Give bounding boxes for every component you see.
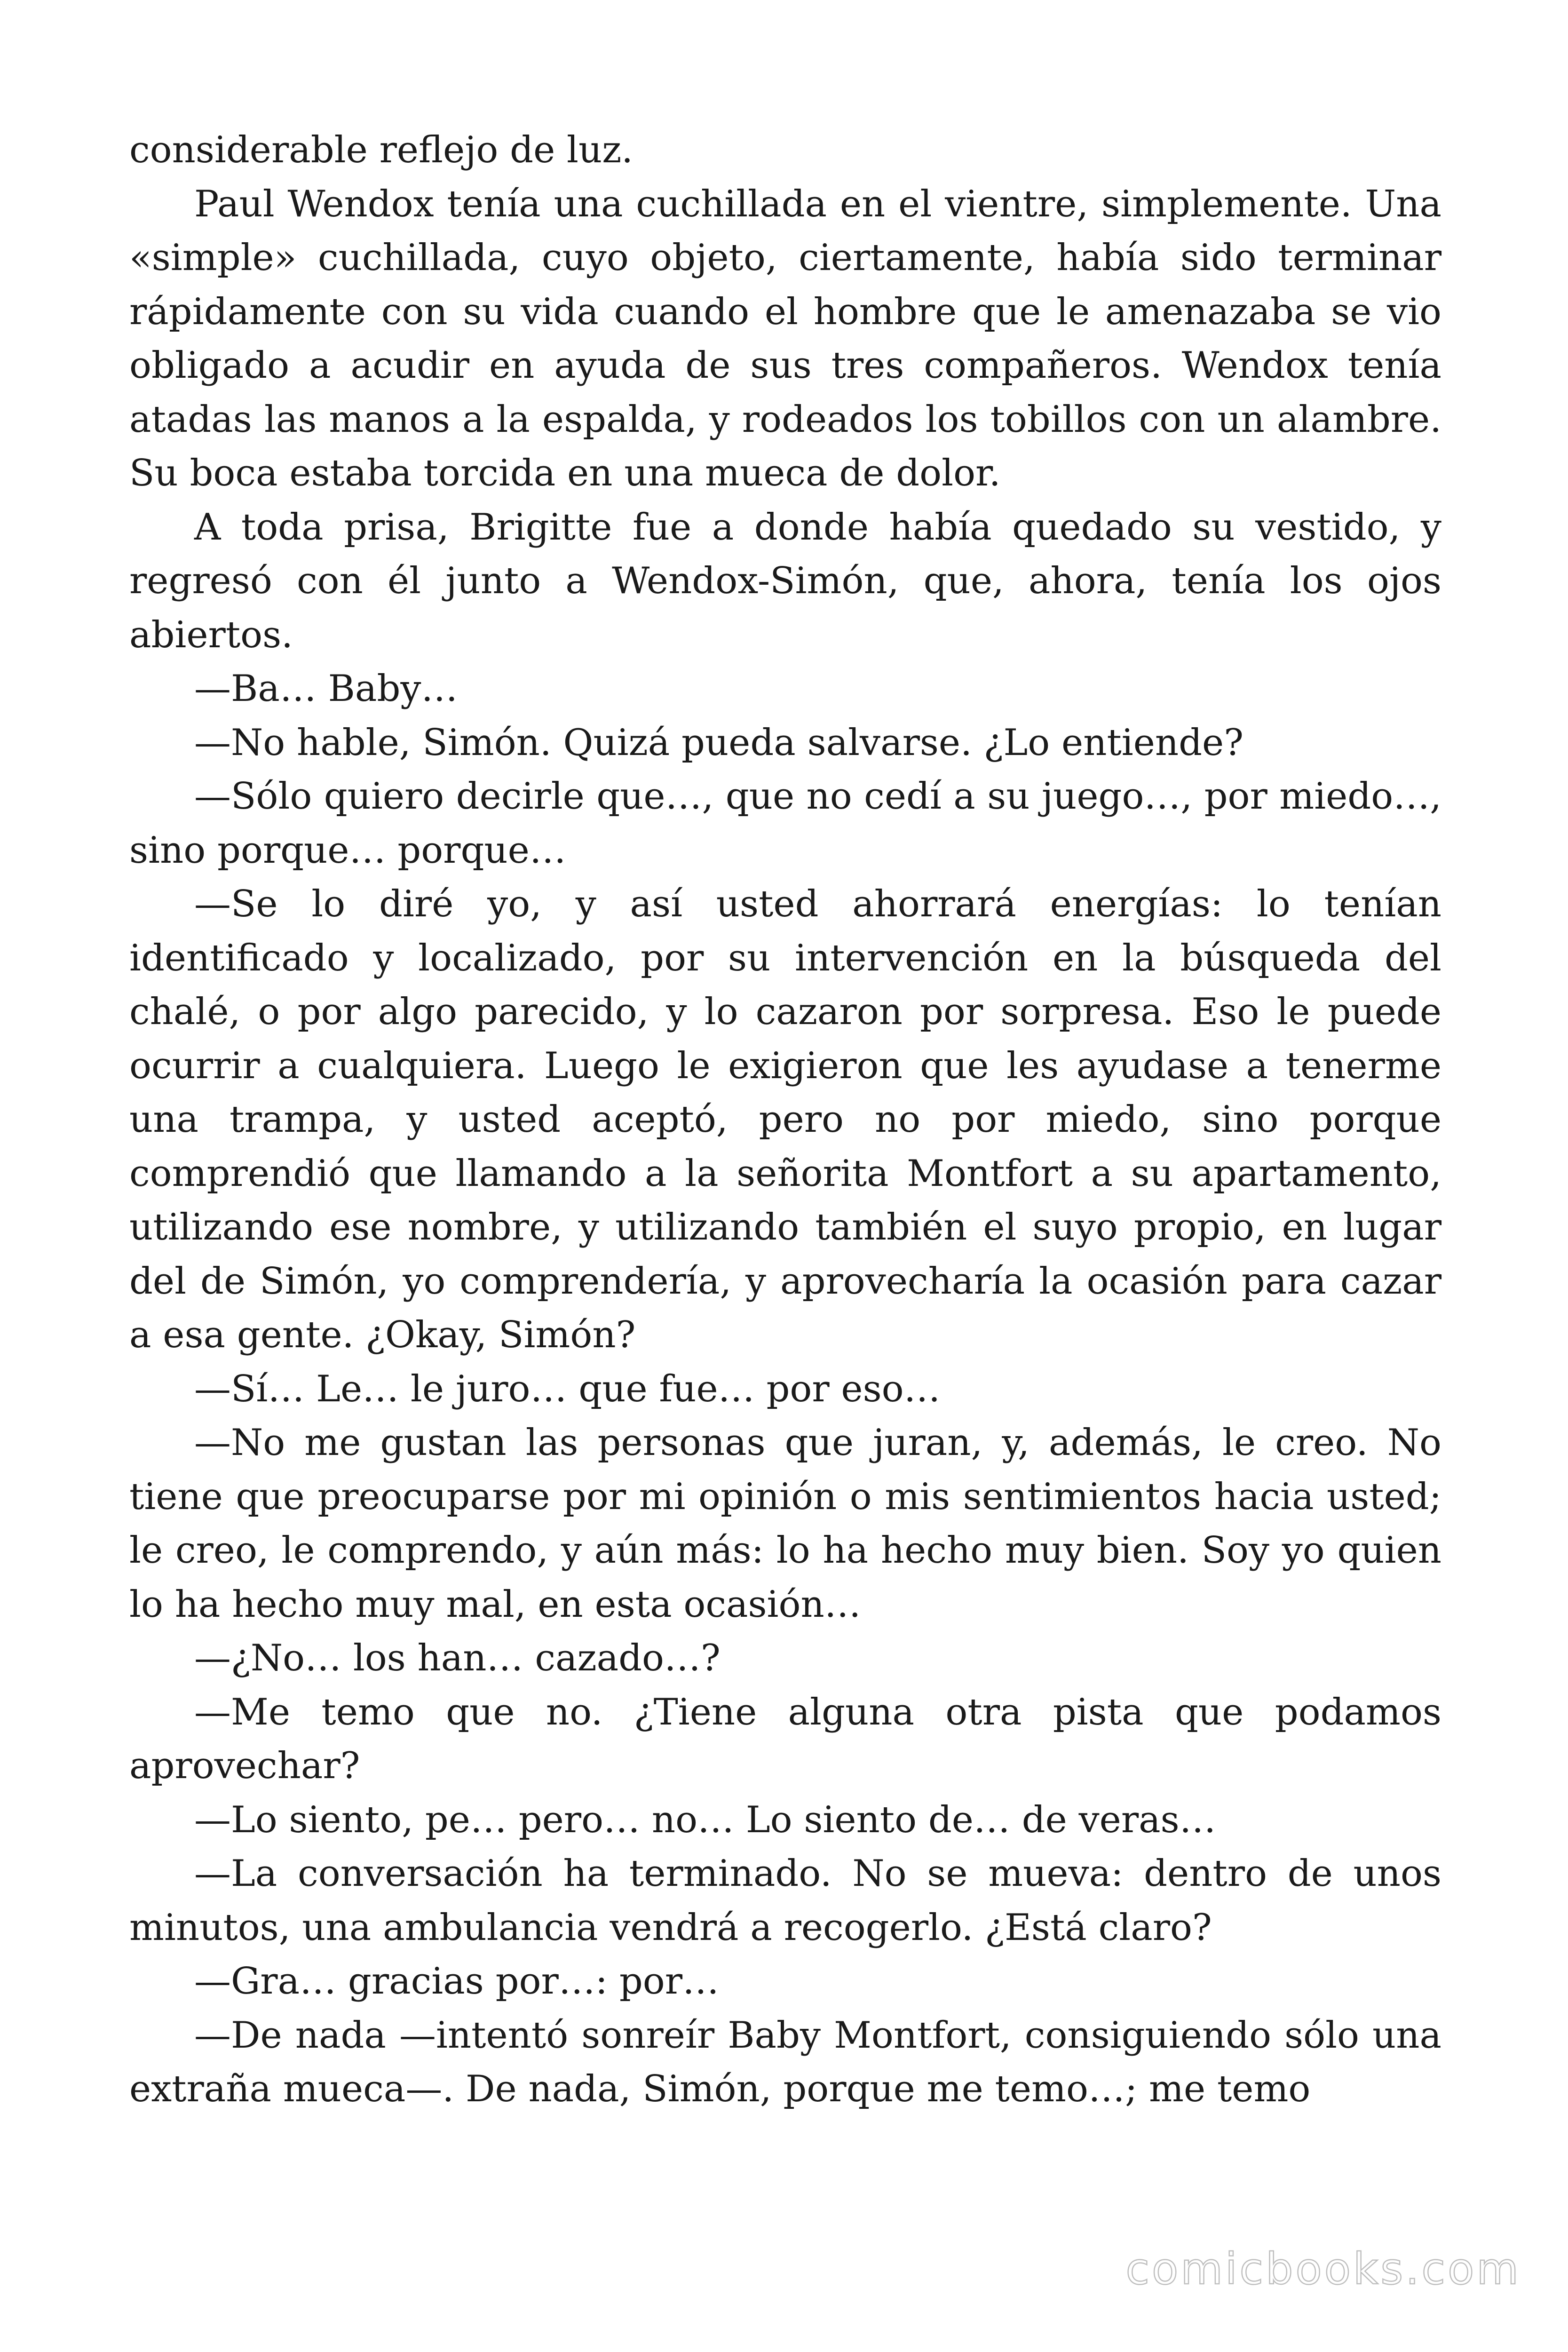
page-text xyxy=(129,123,1441,2116)
watermark: comicbooks.com xyxy=(1125,2244,1521,2294)
dialogue-line: —Lo siento, pe… pero… no… Lo siento de… de veras… xyxy=(194,1798,1216,1841)
dialogue-line: —La conversación ha terminado. No se mueva: dentro de unos minutos, una ambulancia vendrá a recogerlo. ¿Está claro? xyxy=(129,1852,1441,1949)
paragraph: Paul Wendox tenía una cuchillada en el vientre, simplemente. Una «simple» cuchillada, cuyo objeto, ciertamente, había sido terminar rápidamente con su vida cuando el hombre que le amenazaba se vio obligado a acudir en ayuda de sus tres compañeros. Wendox tenía atadas las manos a la espalda, y rodeados los tobillos con un alambre. Su boca estaba torcida en una mueca de dolor. xyxy=(129,183,1441,494)
dialogue-line: —Se lo diré yo, y así usted ahorrará energías: lo tenían identificado y localizado, por su intervención en la búsqueda del chalé, o por algo parecido, y lo cazaron por sorpresa. Eso le puede ocurrir a cualquiera. Luego le exigieron que les ayudase a tenerme una trampa, y usted aceptó, pero no por miedo, sino porque comprendió que llamando a la señorita Montfort a su apartamento, utilizando ese nombre, y utilizando también el suyo propio, en lugar del de Simón, yo comprendería, y aprovecharía la ocasión para cazar a esa gente. ¿Okay, Simón? xyxy=(129,883,1441,1356)
dialogue-line: —No me gustan las personas que juran, y, además, le creo. No tiene que preocuparse por mi opinión o mis sentimientos hacia usted; le creo, le comprendo, y aún más: lo ha hecho muy bien. Soy yo quien lo ha hecho muy mal, en esta ocasión… xyxy=(129,1422,1441,1626)
dialogue-line: —Me temo que no. ¿Tiene alguna otra pista que podamos aprovechar? xyxy=(129,1691,1441,1787)
paragraph: A toda prisa, Brigitte fue a donde había quedado su vestido, y regresó con él junto a Wendox-Simón, que, ahora, tenía los ojos abiertos. xyxy=(129,506,1441,656)
dialogue-line: —Sí… Le… le juro… que fue… por eso… xyxy=(194,1367,941,1410)
dialogue-line: —Gra… gracias por…: por… xyxy=(194,1960,719,2002)
dialogue-line: —Ba… Baby… xyxy=(194,667,458,710)
dialogue-line: —De nada —intentó sonreír Baby Montfort, consiguiendo sólo una extraña mueca—. De nada, Simón, porque me temo…; me temo xyxy=(129,2014,1441,2110)
paragraph-continuation: considerable reflejo de luz. xyxy=(129,129,634,171)
dialogue-line: —¿No… los han… cazado…? xyxy=(194,1637,721,1679)
dialogue-line: —Sólo quiero decirle que…, que no cedí a su juego…, por miedo…, sino porque… porque… xyxy=(129,775,1441,872)
dialogue-line: —No hable, Simón. Quizá pueda salvarse. ¿Lo entiende? xyxy=(194,721,1244,764)
